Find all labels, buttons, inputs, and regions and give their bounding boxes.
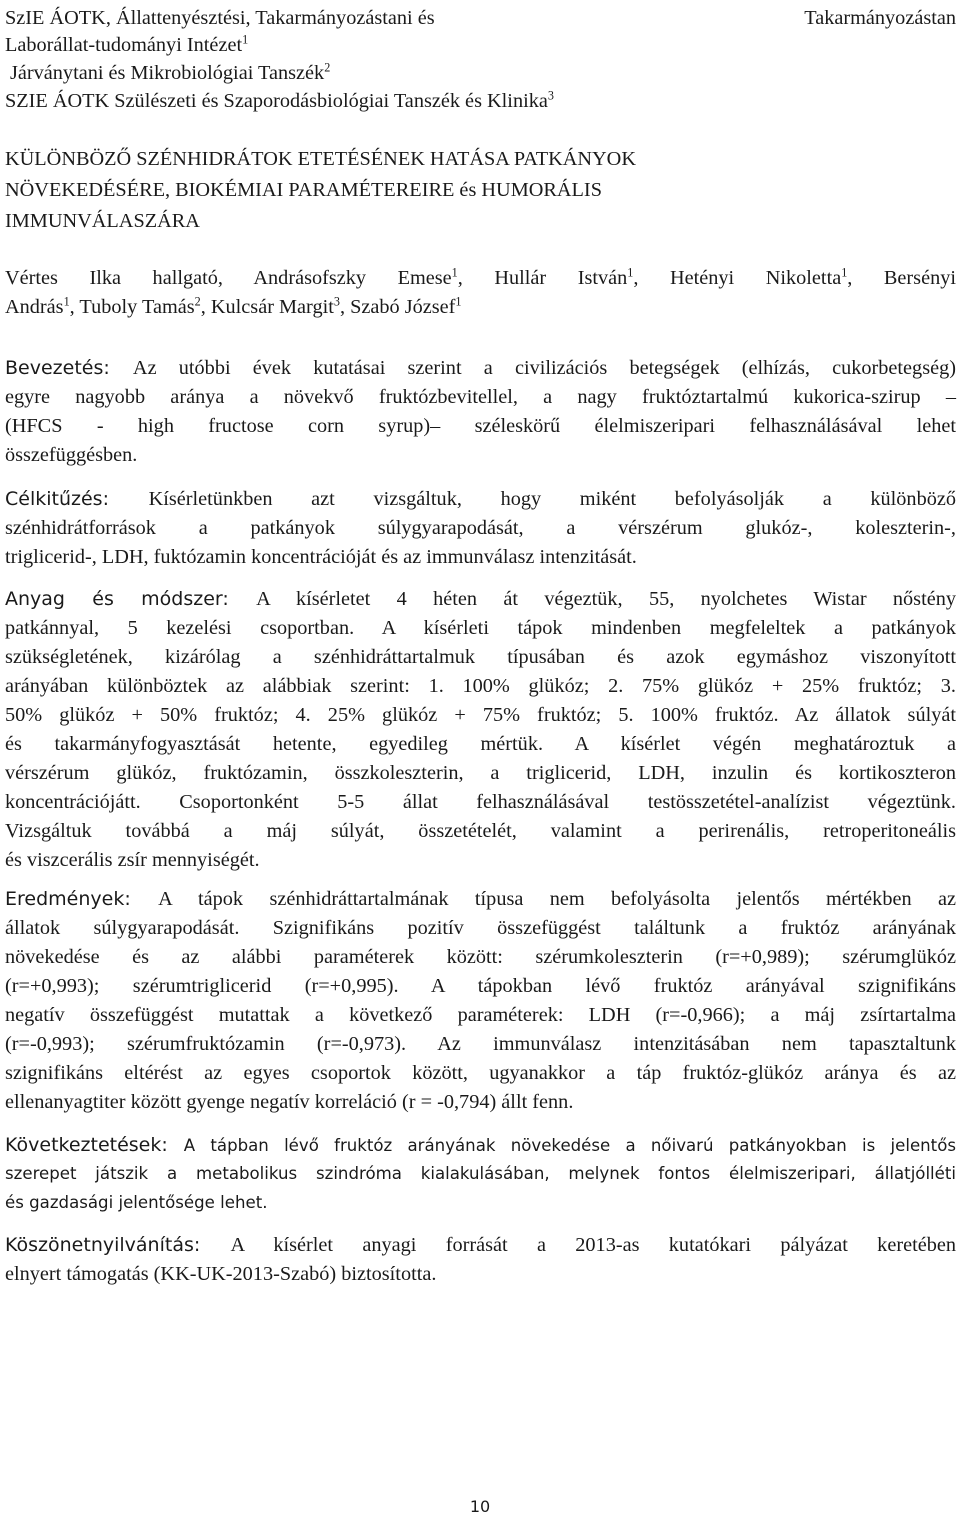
results-heading: Eredmények: — [5, 888, 159, 910]
results-line-8: ellenanyagtiter között gyenge negatív korreláció (r = -0,794) állt fenn. — [5, 1091, 574, 1113]
methods-line-6: és takarmányfogyasztását hetente, egyedileg mértük. A kísérlet végén meghatároztuk a — [5, 733, 956, 755]
results-line-4: (r=+0,993); szérumtriglicerid (r=+0,995). A tápokban lévő fruktóz arányával szignifikáns — [5, 975, 956, 997]
methods-line-3: szükségletének, kizárólag a szénhidráttartalmuk típusában és azok egymáshoz viszonyított — [5, 646, 956, 668]
authors-line-2: András$^1$, Tuboly Tamás$^2$, Kulcsár Margit$^3$, Szabó József$^1$ — [5, 294, 462, 318]
results-line-3: növekedése és az alábbi paraméterek között: szérumkoleszterin (r=+0,989); szérumglükóz — [5, 946, 956, 968]
results-line-6: (r=-0,993); szérumfruktózamin (r=-0,973). Az immunválasz intenzitásában nem tapasztaltunk — [5, 1033, 956, 1055]
title-line-3: IMMUNVÁLASZÁRA — [5, 210, 200, 232]
intro-heading: Bevezetés: — [5, 357, 133, 379]
aim-line-2: szénhidrátforrások a patkányok súlygyarapodását, a vérszérum glukóz-, koleszterin-, — [5, 517, 956, 539]
conclusions-line-2: szerepet játszik a metabolikus szindróma kialakulásában, melynek fontos élelmiszeripari, állatjólléti — [5, 1164, 956, 1183]
conclusions-heading: Következtetések: — [5, 1134, 184, 1156]
intro-line-4: összefüggésben. — [5, 444, 138, 466]
methods-line-4: arányában különböztek az alábbiak szerint: 1. 100% glükóz; 2. 75% glükóz + 25% fruktóz; 3. — [5, 675, 956, 697]
methods-line-1: Anyag és módszer: A kísérletet 4 héten át végeztük, 55, nyolchetes Wistar nőstény — [5, 588, 956, 610]
conclusions-line-3: és gazdasági jelentősége lehet. — [5, 1193, 268, 1212]
section-label: Takarmányozástan — [804, 7, 956, 29]
title-line-1: KÜLÖNBÖZŐ SZÉNHIDRÁTOK ETETÉSÉNEK HATÁSA PATKÁNYOK — [5, 148, 636, 170]
ack-line-1: Köszönetnyilvánítás: A kísérlet anyagi forrását a 2013-as kutatókari pályázat keretében — [5, 1234, 956, 1256]
results-line-1: Eredmények: A tápok szénhidráttartalmának típusa nem befolyásolta jelentős mértékben az — [5, 888, 956, 910]
institution-1a: SzIE ÁOTK, Állattenyésztési, Takarmányozástani és — [5, 7, 435, 29]
intro-line-2: egyre nagyobb aránya a növekvő fruktózbevitellel, a nagy fruktóztartalmú kukorica-szirup – — [5, 386, 956, 408]
methods-line-5: 50% glükóz + 50% fruktóz; 4. 25% glükóz + 75% fruktóz; 5. 100% fruktóz. Az állatok súlyát — [5, 704, 956, 726]
intro-line-1: Bevezetés: Az utóbbi évek kutatásai szerint a civilizációs betegségek (elhízás, cukorbetegség) — [5, 357, 956, 379]
institution-1b: Laborállat-tudományi Intézet$^1$ — [5, 32, 249, 56]
conclusions-line-1: Következtetések: A tápban lévő fruktóz arányának növekedése a nőivarú patkányokban is jelentős — [5, 1134, 956, 1156]
results-line-2: állatok súlygyarapodását. Szignifikáns pozitív összefüggést találtunk a fruktóz arányának — [5, 917, 956, 939]
intro-line-3: (HFCS - high fructose corn syrup)– széleskörű élelmiszeripari felhasználásával lehet — [5, 415, 956, 437]
methods-line-8: koncentrációjátt. Csoportonként 5-5 állat felhasználásával testösszetétel-analízist végeztünk. — [5, 791, 956, 813]
methods-line-9: Vizsgáltuk továbbá a máj súlyát, összetételét, valamint a perirenális, retroperitoneális — [5, 820, 956, 842]
page-number: 10 — [469, 1497, 491, 1516]
aim-line-1: Célkitűzés: Kísérletünkben azt vizsgáltuk, hogy miként befolyásolják a különböző — [5, 488, 956, 510]
methods-line-2: patkánnyal, 5 kezelési csoportban. A kísérleti tápok mindenben megfeleltek a patkányok — [5, 617, 956, 639]
results-line-7: szignifikáns eltérést az egyes csoportok között, ugyanakkor a táp fruktóz-glükóz aránya és az — [5, 1062, 956, 1084]
ack-line-2: elnyert támogatás (KK-UK-2013-Szabó) biztosította. — [5, 1263, 437, 1285]
institution-3: SZIE ÁOTK Szülészeti és Szaporodásbiológiai Tanszék és Klinika$^3$ — [5, 88, 554, 112]
methods-line-7: vérszérum glükóz, fruktózamin, összkoleszterin, a triglicerid, LDH, inzulin és kortikoszteron — [5, 762, 956, 784]
title-line-2: NÖVEKEDÉSÉRE, BIOKÉMIAI PARAMÉTEREIRE és HUMORÁLIS — [5, 179, 602, 201]
methods-heading: Anyag és módszer: — [5, 588, 257, 610]
results-line-5: negatív összefüggést mutattak a következő paraméterek: LDH (r=-0,966); a máj zsírtartalma — [5, 1004, 956, 1026]
authors-line-1: Vértes Ilka hallgató, Andrásofszky Emese$^1$, Hullár István$^1$, Hetényi Nikoletta$^1$, Bersényi — [5, 265, 956, 289]
methods-line-10: és viszcerális zsír mennyiségét. — [5, 849, 260, 871]
aim-line-3: triglicerid-, LDH, fuktózamin koncentrációját és az immunválasz intenzitását. — [5, 546, 637, 568]
institution-2: Járványtani és Mikrobiológiai Tanszék$^2$ — [10, 60, 331, 84]
ack-heading: Köszönetnyilvánítás: — [5, 1234, 231, 1256]
aim-heading: Célkitűzés: — [5, 488, 149, 510]
